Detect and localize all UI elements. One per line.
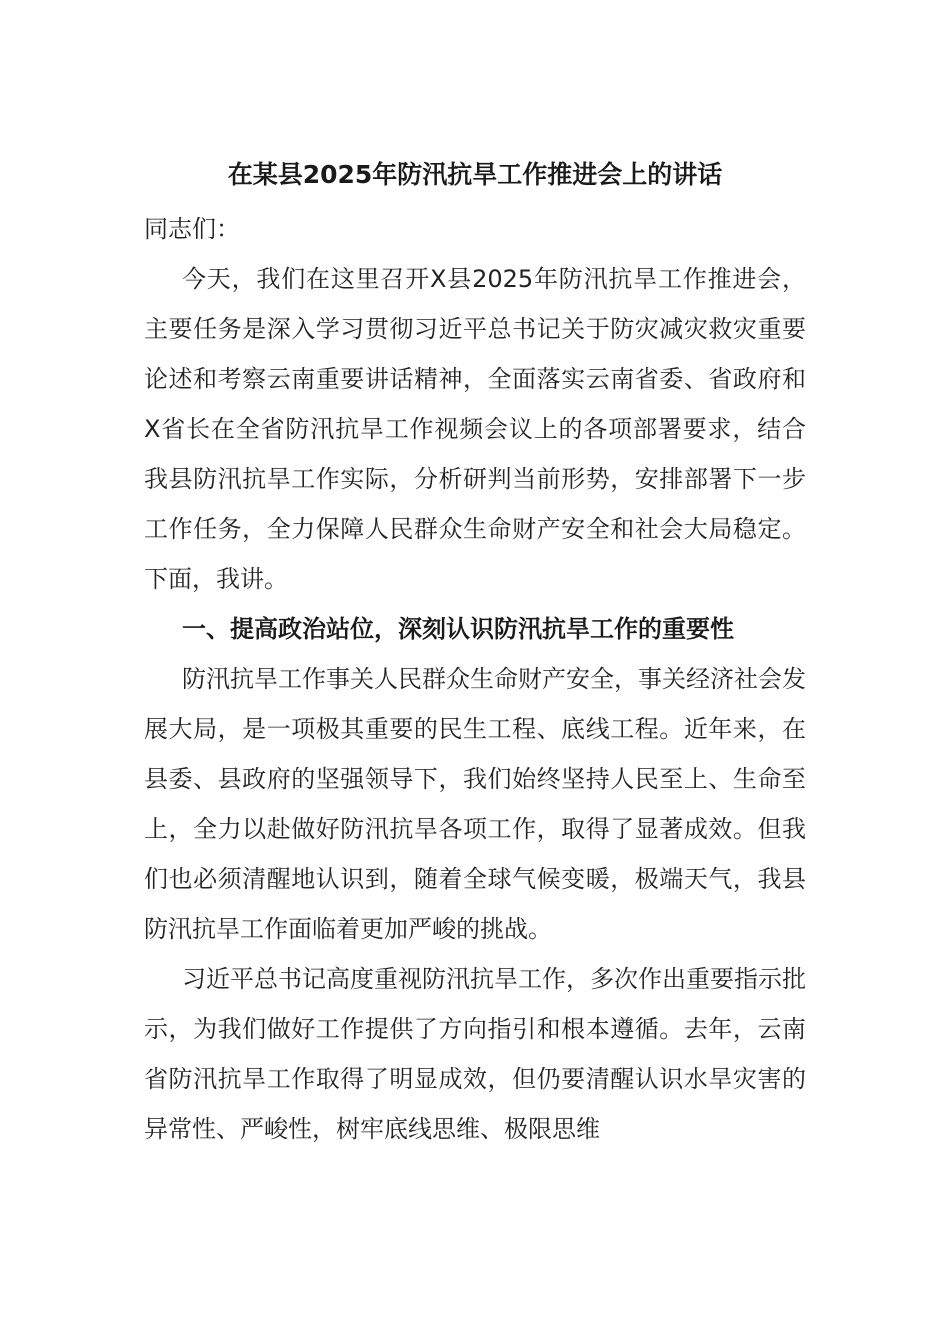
salutation: 同志们： xyxy=(144,215,240,243)
intro-paragraph: 今天，我们在这里召开X县2025年防汛抗旱工作推进会，主要任务是深入学习贯彻习近平总书记关于防灾减灾救灾重要论述和考察云南重要讲话精神，全面落实云南省委、省政府和X省长在全省防汛抗旱工作视频会议上的各项部署要求，结合我县防汛抗旱工作实际，分析研判当前形势，安排部署下一步工作任务，全力保障人民群众生命财产安全和社会大局稳定。下面，我讲。 xyxy=(144,265,806,593)
document-body xyxy=(144,150,806,1154)
section1-paragraph-1: 防汛抗旱工作事关人民群众生命财产安全，事关经济社会发展大局，是一项极其重要的民生工程、底线工程。近年来，在县委、县政府的坚强领导下，我们始终坚持人民至上、生命至上，全力以赴做好防汛抗旱各项工作，取得了显著成效。但我们也必须清醒地认识到，随着全球气候变暖，极端天气，我县防汛抗旱工作面临着更加严峻的挑战。 xyxy=(144,665,806,943)
section1-paragraph-2: 习近平总书记高度重视防汛抗旱工作，多次作出重要指示批示，为我们做好工作提供了方向指引和根本遵循。去年，云南省防汛抗旱工作取得了明显成效，但仍要清醒认识水旱灾害的异常性、严峻性，树牢底线思维、极限思维 xyxy=(144,965,806,1143)
document-title: 在某县2025年防汛抗旱工作推进会上的讲话 xyxy=(227,160,723,189)
section-heading-1: 一、提高政治站位，深刻认识防汛抗旱工作的重要性 xyxy=(182,615,734,643)
